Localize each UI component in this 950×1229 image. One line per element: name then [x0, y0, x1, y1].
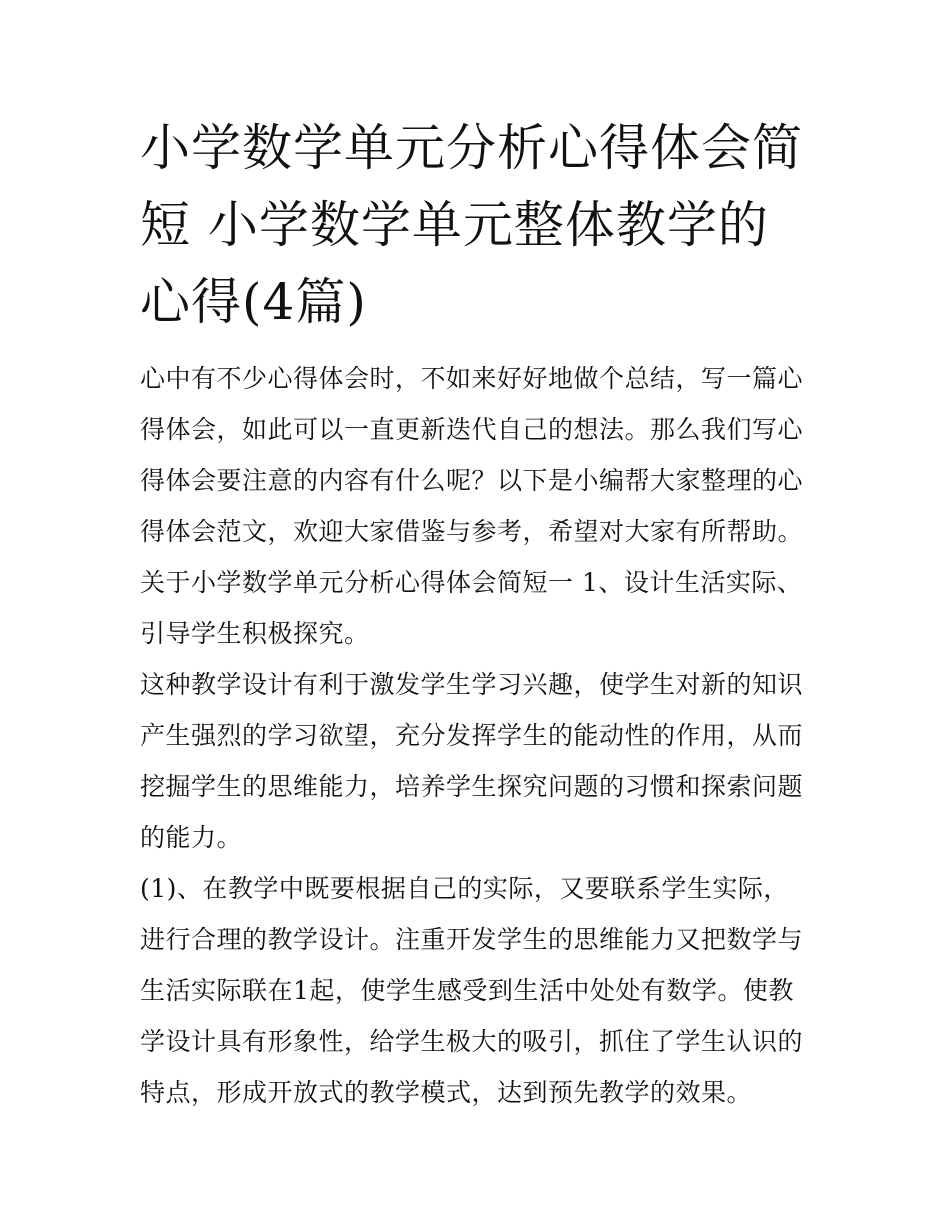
document-title: 小学数学单元分析心得体会简短 小学数学单元整体教学的心得(4篇)	[140, 119, 803, 331]
document-body	[140, 353, 812, 1118]
paragraph-design-benefit: 这种教学设计有利于激发学生学习兴趣，使学生对新的知识产生强烈的学习欲望，充分发挥学生的能动性的作用，从而挖掘学生的思维能力，培养学生探究问题的习惯和探索问题的能力。	[140, 670, 804, 852]
document-page	[140, 110, 812, 1118]
paragraph-point-one: (1)、在教学中既要根据自己的实际，又要联系学生实际，进行合理的教学设计。注重开发学生的思维能力又把数学与生活实际联在1起，使学生感受到生活中处处有数学。使教学设计具有形象性，给学生极大的吸引，抓住了学生认识的特点，形成开放式的教学模式，达到预先教学的效果。	[140, 874, 804, 1107]
paragraph-intro: 心中有不少心得体会时，不如来好好地做个总结，写一篇心得体会，如此可以一直更新迭代自己的想法。那么我们写心得体会要注意的内容有什么呢？以下是小编帮大家整理的心得体会范文，欢迎大家借鉴与参考，希望对大家有所帮助。	[140, 364, 804, 546]
paragraph-section-one: 关于小学数学单元分析心得体会简短一 1、设计生活实际、引导学生积极探究。	[140, 568, 803, 648]
